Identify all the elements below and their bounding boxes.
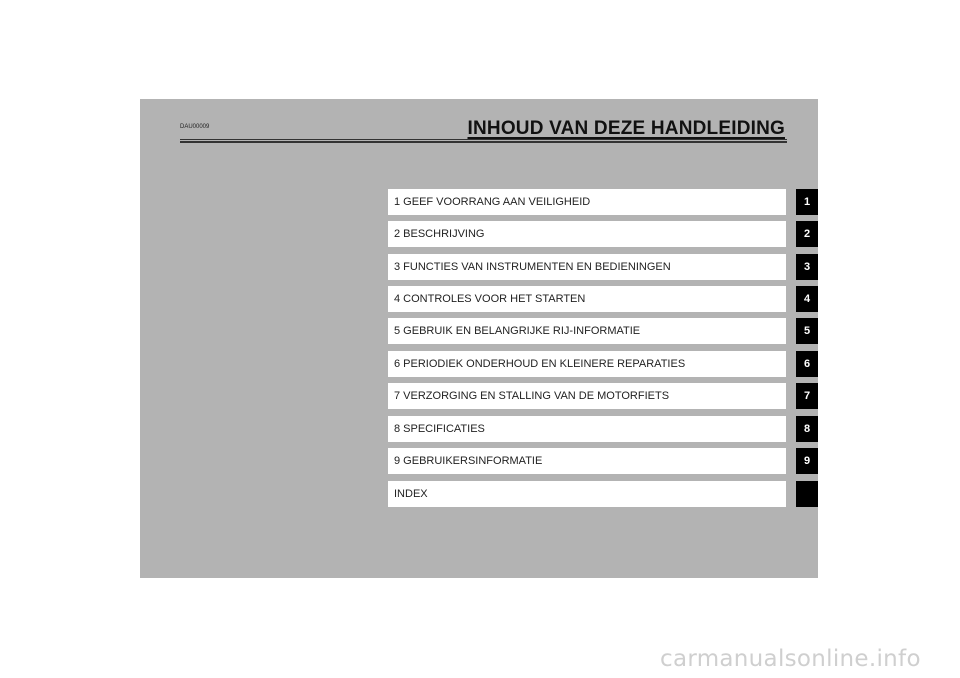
toc-item-label: 6 PERIODIEK ONDERHOUD EN KLEINERE REPARATIES <box>394 358 686 370</box>
section-tab-9[interactable]: 9 <box>796 448 818 474</box>
section-tab-index[interactable] <box>796 481 818 507</box>
section-tab-5[interactable]: 5 <box>796 318 818 344</box>
watermark: carmanualsonline.info <box>660 646 921 672</box>
section-tab-4[interactable]: 4 <box>796 286 818 312</box>
title-rule <box>180 139 787 140</box>
toc-item-8[interactable] <box>388 416 786 442</box>
section-tab-8[interactable]: 8 <box>796 416 818 442</box>
toc-item-1[interactable] <box>388 189 786 215</box>
document-code: DAU00009 <box>180 124 210 130</box>
toc-item-3[interactable] <box>388 254 786 280</box>
manual-page <box>140 99 818 578</box>
page-title: INHOUD VAN DEZE HANDLEIDING <box>467 118 785 139</box>
section-tab-7[interactable]: 7 <box>796 383 818 409</box>
toc-item-label: 1 GEEF VOORRANG AAN VEILIGHEID <box>394 196 591 208</box>
section-tab-2[interactable]: 2 <box>796 221 818 247</box>
toc-item-label: 8 SPECIFICATIES <box>394 423 485 435</box>
toc-item-9[interactable] <box>388 448 786 474</box>
toc-item-label: INDEX <box>394 488 428 500</box>
toc-item-label: 2 BESCHRIJVING <box>394 228 485 240</box>
toc-item-label: 3 FUNCTIES VAN INSTRUMENTEN EN BEDIENINGEN <box>394 261 671 273</box>
title-rule-thick <box>180 141 787 143</box>
toc-item-4[interactable] <box>388 286 786 312</box>
toc-item-label: 5 GEBRUIK EN BELANGRIJKE RIJ-INFORMATIE <box>394 325 641 337</box>
section-tab-1[interactable]: 1 <box>796 189 818 215</box>
section-tab-3[interactable]: 3 <box>796 254 818 280</box>
toc-item-7[interactable] <box>388 383 786 409</box>
toc-item-label: 4 CONTROLES VOOR HET STARTEN <box>394 293 586 305</box>
toc-item-6[interactable] <box>388 351 786 377</box>
toc-item-label: 7 VERZORGING EN STALLING VAN DE MOTORFIETS <box>394 390 670 402</box>
toc-item-5[interactable] <box>388 318 786 344</box>
toc-item-index[interactable] <box>388 481 786 507</box>
toc-item-2[interactable] <box>388 221 786 247</box>
toc-item-label: 9 GEBRUIKERSINFORMATIE <box>394 455 543 467</box>
section-tab-6[interactable]: 6 <box>796 351 818 377</box>
